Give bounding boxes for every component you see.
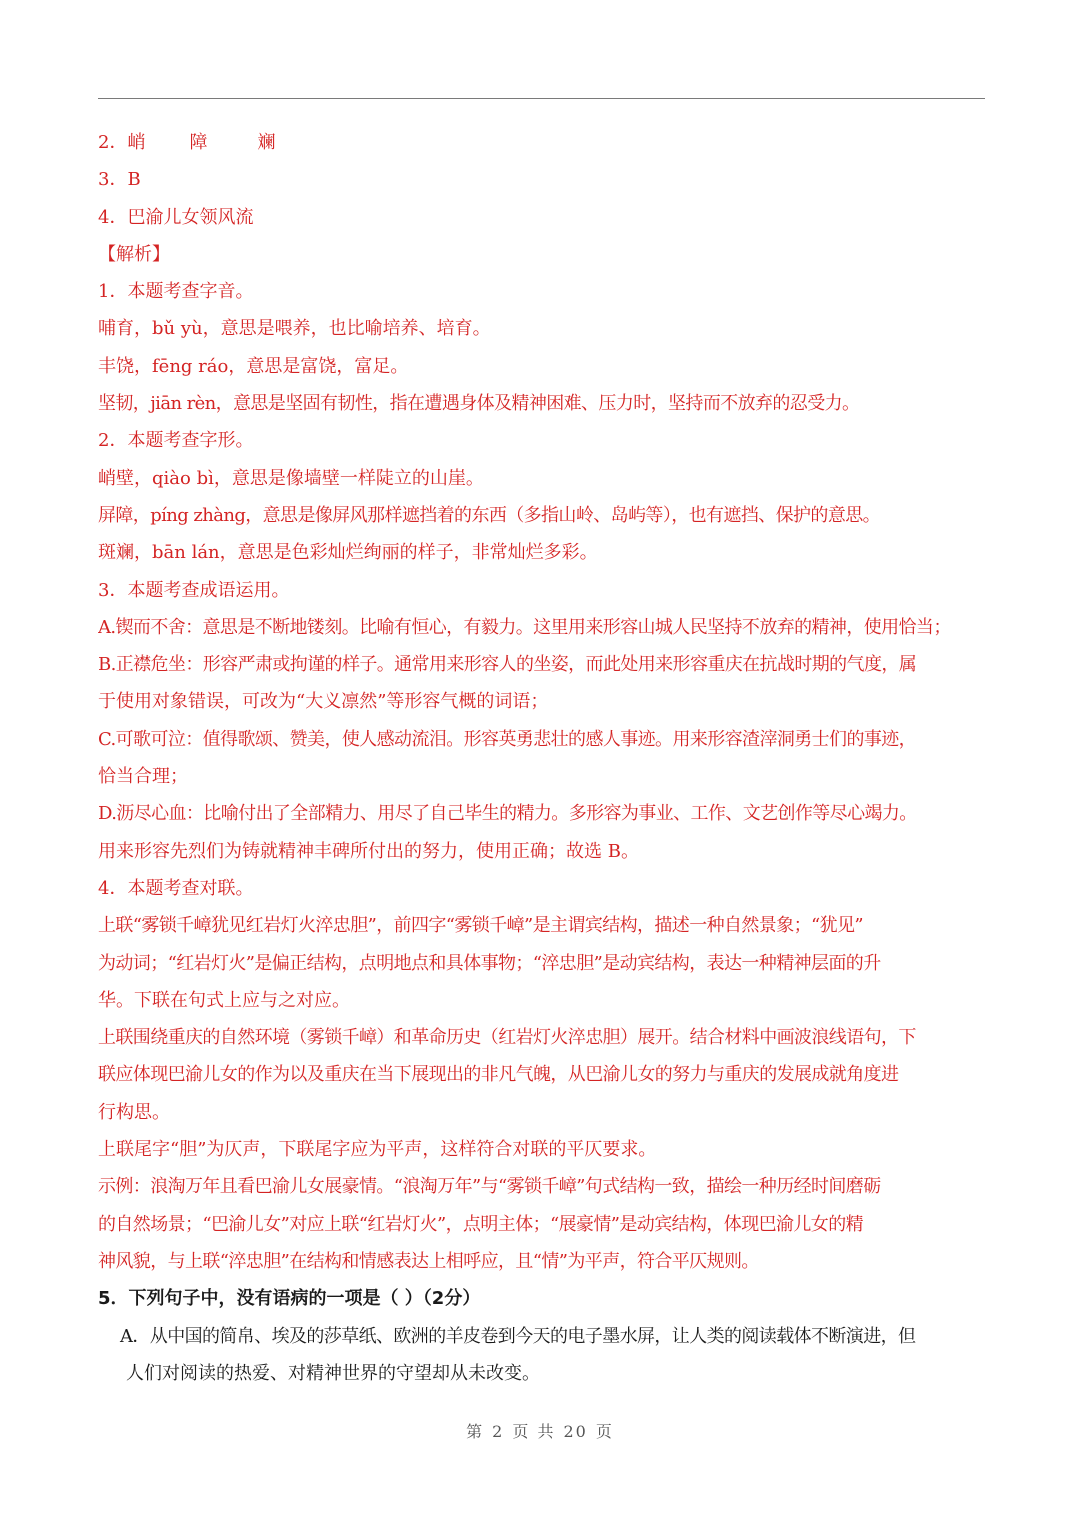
- analysis-line: 上联“雾锁千嶂犹见红岩灯火淬忠胆”，前四字“雾锁千嶂”是主谓宾结构，描述一种自然景象；“犹见”: [98, 915, 864, 937]
- analysis-line: 华。下联在句式上应与之对应。: [98, 989, 350, 1011]
- analysis-line: B.正襟危坐：形容严肃或拘谨的样子。通常用来形容人的坐姿，而此处用来形容重庆在抗战时期的气度，属: [98, 654, 917, 676]
- footer-page-number: 2: [492, 1422, 505, 1441]
- analysis-line: A.锲而不舍：意思是不断地镂刻。比喻有恒心，有毅力。这里用来形容山城人民坚持不放弃的精神，使用恰当；: [98, 616, 951, 638]
- analysis-line: 斑斓，bān lán，意思是色彩灿烂绚丽的样子，非常灿烂多彩。: [98, 542, 598, 564]
- answer-2-word-1: 峭: [127, 132, 146, 153]
- analysis-line: 哺育，bǔ yù，意思是喂养，也比喻培养、培育。: [98, 318, 491, 340]
- analysis-line: C.可歌可泣：值得歌颂、赞美，使人感动流泪。形容英勇悲壮的感人事迹。用来形容渣滓洞勇士们的事迹，: [98, 728, 917, 750]
- header-rule: [98, 98, 985, 99]
- answer-3: 3．B: [98, 169, 141, 191]
- analysis-line: 1．本题考查字音。: [98, 281, 254, 303]
- answer-4: 4．巴渝儿女领风流: [98, 206, 254, 228]
- answer-2-word-3: 斓: [257, 132, 276, 153]
- analysis-line: 神风貌，与上联“淬忠胆”在结构和情感表达上相呼应，且“情”为平声，符合平仄规则。: [98, 1250, 759, 1272]
- question-5-option-a-cont: 人们对阅读的热爱、对精神世界的守望却从未改变。: [126, 1362, 540, 1384]
- analysis-line: 联应体现巴渝儿女的作为以及重庆在当下展现出的非凡气魄，从巴渝儿女的努力与重庆的发展成就角度进: [98, 1064, 899, 1086]
- analysis-line: 3．本题考查成语运用。: [98, 579, 290, 601]
- answer-2-word-2: 障: [189, 132, 208, 153]
- analysis-line: 上联尾字“胆”为仄声，下联尾字应为平声，这样符合对联的平仄要求。: [98, 1139, 657, 1161]
- question-5-stem: 5．下列句子中，没有语病的一项是（ ）（2分）: [98, 1288, 481, 1310]
- footer-total-pages: 20: [563, 1422, 588, 1441]
- analysis-line: 示例：浪淘万年且看巴渝儿女展豪情。“浪淘万年”与“雾锁千嶂”句式结构一致，描绘一种历经时间磨砺: [98, 1176, 881, 1198]
- analysis-line: 的自然场景；“巴渝儿女”对应上联“红岩灯火”，点明主体；“展豪情”是动宾结构，体现巴渝儿女的精: [98, 1213, 864, 1235]
- analysis-line: 于使用对象错误，可改为“大义凛然”等形容气概的词语；: [98, 691, 549, 713]
- answer-2-prefix: 2．: [98, 132, 128, 153]
- analysis-line: 2．本题考查字形。: [98, 430, 254, 452]
- analysis-line: 4．本题考查对联。: [98, 877, 254, 899]
- footer-post: 页: [595, 1422, 614, 1441]
- analysis-line: 行构思。: [98, 1101, 170, 1123]
- page-content: [98, 124, 988, 1392]
- analysis-line: 丰饶，fēng ráo，意思是富饶，富足。: [98, 355, 409, 377]
- analysis-line: 峭壁，qiào bì，意思是像墙壁一样陡立的山崖。: [98, 467, 484, 489]
- analysis-line: D.沥尽心血：比喻付出了全部精力、用尽了自己毕生的精力。多形容为事业、工作、文艺创作等尽心竭力。: [98, 803, 917, 825]
- analysis-line: 上联围绕重庆的自然环境（雾锁千嶂）和革命历史（红岩灯火淬忠胆）展开。结合材料中画波浪线语句，下: [98, 1027, 916, 1049]
- page-footer: [0, 1419, 1080, 1442]
- analysis-line: 恰当合理；: [98, 766, 188, 788]
- footer-pre: 第: [466, 1422, 485, 1441]
- analysis-line: 为动词；“红岩灯火”是偏正结构，点明地点和具体事物；“淬忠胆”是动宾结构，表达一种精神层面的升: [98, 952, 881, 974]
- analysis-heading: 【解析】: [98, 243, 170, 265]
- analysis-line: 坚韧，jiān rèn，意思是坚固有韧性，指在遭遇身体及精神困难、压力时，坚持而不放弃的忍受力。: [98, 393, 860, 415]
- footer-mid: 页 共: [512, 1422, 556, 1441]
- analysis-line: 屏障，píng zhàng，意思是像屏风那样遮挡着的东西（多指山岭、岛屿等），也有遮挡、保护的意思。: [98, 504, 881, 526]
- analysis-line: 用来形容先烈们为铸就精神丰碑所付出的努力，使用正确；故选 B。: [98, 840, 639, 862]
- question-5-option-a: A．从中国的简帛、埃及的莎草纸、欧洲的羊皮卷到今天的电子墨水屏，让人类的阅读载体不断演进，但: [120, 1325, 916, 1347]
- answer-2: [98, 124, 988, 161]
